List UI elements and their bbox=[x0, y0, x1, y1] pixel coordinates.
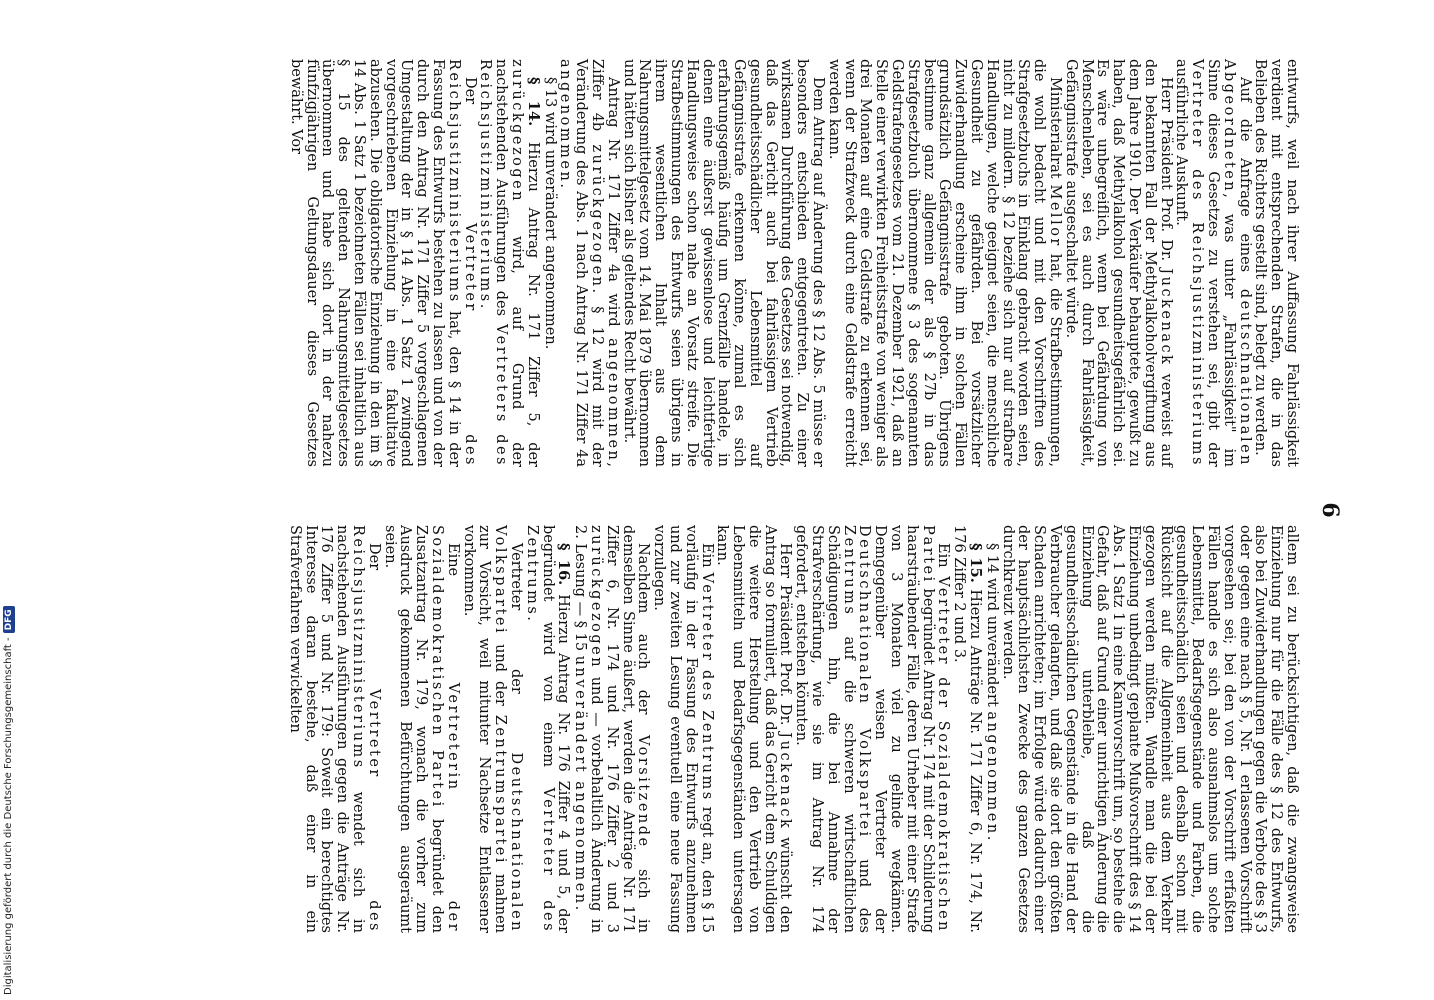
paragraph: entwurfs, weil nach ihrer Auffassung Fahrlässigkeit verdient mit entsprechenden Strafen, die in das Belieben des Richters gestellt sind, belegt zu werden. bbox=[1252, 59, 1300, 467]
paragraph bbox=[650, 525, 713, 933]
text-run: Ein bbox=[935, 543, 952, 568]
paragraph: Antrag Nr. 171 Ziffer 4a wird angenommen, Ziffer 4b zurückgezogen. § 12 wird mit der Veränderung des Abs. 1 nach Antrag Nr. 171 Ziffer 4a angenommen. bbox=[557, 59, 621, 468]
paragraph: § 16. Hierzu Antrag Nr. 176 Ziffer 4 und 5, der begründet wird von einem Vertreter des Zentrums. bbox=[523, 525, 573, 934]
section-number: § 14. bbox=[524, 77, 542, 127]
spaced-text: Vertreterin der Sozialdemokratischen Partei bbox=[428, 525, 461, 934]
spaced-text: Vertreter des Zentrums bbox=[698, 572, 715, 802]
text-run: regt an, den § 15 vorläufig in der Fassung des Entwurfs anzunehmen und zur zweiten Lesung eventuell eine neue Fassung vorzulegen. bbox=[651, 525, 715, 934]
rotated-page-content bbox=[43, 0, 1343, 1000]
text-run: Der bbox=[365, 543, 382, 571]
text-run: Hierzu Anträge Nr. 171 Ziffer 6, Nr. 174, Nr. 176 Ziffer 2 und 3. bbox=[951, 525, 984, 934]
text-run: wendet sich in nachstehenden Ausführungen gegen die Anträge Nr. 176 Ziffer 5 und Nr. 179: Soweit ein berechtigtes Interesse daran bestehe, daß einer in ein Strafverfahren verwickelten bbox=[286, 525, 366, 933]
text-run: Nachdem auch der bbox=[635, 543, 652, 715]
text-run: Ein bbox=[698, 543, 715, 568]
spaced-text: angenommen bbox=[557, 59, 574, 184]
text-run: Hierzu Antrag Nr. 171 Ziffer 5, der bbox=[524, 142, 541, 468]
text-run: Antrag Nr. 171 Ziffer 4a wird bbox=[604, 77, 621, 327]
text-run: auf die schweren wirtschaftlichen Schädigungen hin, die bei Annahme der Strafverschärfung, wie sie im Antrag Nr. 174 gefordert, entstehen könnten. bbox=[793, 525, 857, 934]
text-run: hat, die Strafbestimmungen, die wohl bedacht und mit den Vorschriften des Strafgesetzbuchs in Einklang gebracht worden seien, nicht zu mildern. § 12 beziehe sich nur auf strafbare Handlungen, welche geeignet seien, die menschliche Gesundheit zu gefährden. Bei vorsätzlicher Zuwiderhandlung erscheine ihm in solchen Fällen grundsätzlich Gefängnisstrafe geboten. Übrigens bestimme ganz allgemein der als § 27b in das Strafgesetzbuch übernommene § 3 des sogenannten Geldstrafengesetzes vom 21. Dezember 1921, daß an Stelle einer verwirkten Freiheitsstrafe von weniger als drei Monaten auf eine Geldstrafe zu erkennen sei, wenn der Strafzweck durch eine Geldstrafe erreicht werden kann. bbox=[825, 59, 1064, 468]
spaced-text: Deutschnationalen Volkspartei bbox=[492, 525, 524, 933]
paragraph bbox=[460, 525, 523, 933]
spaced-text: Vertreter des Zentrums bbox=[523, 525, 556, 934]
text-run: Vertreter der bbox=[507, 543, 524, 694]
paragraph: § 14 wird unverändert angenommen. bbox=[983, 543, 1000, 841]
text-run: Herr Präsident Prof. Dr. bbox=[1157, 77, 1174, 261]
text-run: verweist auf den bekannten Fall der Methylalkoholvergiftung aus dem Jahre 1910. Der Verkäufer behauptete, gewußt zu haben, daß Methylalkohol gesundheitsgefährlich sei. Es wäre unbegreiflich, wenn bei Gefährdung von Menschenleben, sei es auch durch Fahrlässigkeit, Gefängnisstrafe ausgeschaltet würde. bbox=[1062, 59, 1174, 468]
text-run: mahnen zur Vorsicht, weil mitunter Nachsetze Entlassener vorkommen. bbox=[460, 525, 509, 934]
text-run: Hierzu Antrag Nr. 176 Ziffer 4 und 5, der begründet wird von einem bbox=[539, 525, 572, 933]
paragraph: Nachdem auch der Vorsitzende sich in demselben Sinne äußert, werden die Anträge Nr. 171 Ziffer 6, Nr. 174 und Nr. 176 Ziffer 2 und 3 zurückgezogen und — vorbehaltlich Änderung in 2. Lesung — § 15 unverändert angenommen. bbox=[572, 525, 652, 933]
spaced-text: Vertreter des Reichsjustizministeriums bbox=[1189, 59, 1206, 467]
text-run: , Ziffer 4b bbox=[588, 59, 621, 468]
text-run: ausführliche Auskunft. bbox=[1173, 59, 1190, 226]
text-run: begründet den Zusatzantrag Nr. 179, wonach die vorher zum Ausdruck gekommenen Befürchtungen ausgeräumt seien. bbox=[381, 525, 445, 933]
spaced-text: Vorsitzende bbox=[635, 734, 652, 849]
paragraph: allem sei zu berücksichtigen, daß die zwangsweise Einziehung nur für die Fälle des § 12 des Entwurfs, also bei Zuwiderhandlungen gegen die Verbote des § 3 oder gegen eine nach § 5, Nr. 1 erlassenen Vorschrift vorgesehen sei; bei den von der Vorschrift erfaßten Fällen handle es sich also ausnahmslos um solche Lebensmittel, Bedarfsgegenstände und Farben, die gesundheitsschädlich seien und deshalb schon mit Rücksicht auf die Allgemeinheit aus dem Verkehr gezogen werden müßten. Wandle man die bei der Einziehung unbedingt geplante Mußvorschrift des § 14 Abs. 1 Satz 1 in eine Kannvorschrift um, so bestehe die Gefahr, daß auf Grund einer unrichtigen Änderung die Einziehung unterbleibe, daß die gesundheitsschädlichen Gegenstände in die Hand der Verbraucher gelangten, und daß sie dort den größten Schaden anrichteten; im Erfolge würde dadurch einer der hauptsächlichsten Zwecke des ganzen Gesetzes durchkreuzt werden. bbox=[999, 525, 1300, 933]
spaced-text: Mellor bbox=[1047, 184, 1064, 248]
text-run: und der bbox=[492, 644, 509, 706]
text-run: begründet Antrag Nr. 174 mit der Schilderung haarsträubender Fälle, deren Urheber mit einer Strafe von 3 Monaten viel zu gelinde wegkämen. Demgegenüber weisen Vertreter der bbox=[872, 525, 936, 933]
dfg-logo: DFG bbox=[3, 606, 15, 633]
text-run: wird, auf Grund der nachstehenden Ausführungen des bbox=[493, 59, 525, 467]
spaced-text: zurückgezogen bbox=[508, 59, 525, 204]
text-run: sich in demselben Sinne äußert, werden die Anträge Nr. 171 Ziffer 6, Nr. 174 und Nr. 176 Ziffer 2 und 3 bbox=[603, 525, 652, 933]
text-column-right bbox=[286, 525, 1299, 933]
spaced-text: Zentrums bbox=[840, 525, 857, 617]
text-run: Herr Präsident Prof. Dr. bbox=[777, 543, 794, 726]
footer-credit bbox=[3, 5, 15, 995]
paragraph: § 14. Hierzu Antrag Nr. 171 Ziffer 5, der zurückgezogen wird, auf Grund der nachstehenden Ausführungen des Vertreters des Reichsjustizministeriums. bbox=[477, 59, 542, 468]
text-run: und des bbox=[856, 859, 873, 933]
spaced-text: deutschnationalen Abgeordneten bbox=[1220, 59, 1253, 468]
text-run: , was unter „Fahrlässigkeit" im Sinne dieses Gesetzes zu verstehen sei, gibt der bbox=[1205, 59, 1237, 467]
spaced-text: Juckenack bbox=[777, 732, 794, 831]
spaced-text: zurückgezogen bbox=[588, 144, 605, 289]
paragraph bbox=[793, 525, 951, 933]
paragraph bbox=[381, 525, 460, 933]
spaced-text: Vertreter des Reichsjustizministeriums bbox=[349, 525, 382, 933]
paragraph: Dem Antrag auf Änderung des § 12 Abs. 5 müsse er besonders entschieden entgegentreten. Zu einer wirksamen Durchführung des Gesetzes sei notwendig, daß das Gericht auch bei fahrlässigem Vertrieb gesundheitsschädlicher Lebensmittel auf Gefängnisstrafe erkennen könne, zumal es sich erfahrungsgemäß häufig um Grenzfälle handele, in denen eine äußerst gewissenlose und leichtfertige Handlungsweise schon nahe an Vorsatz streife. Die Strafbestimmungen des Entwurfs seien übrigens in ihrem wesentlichen Inhalt aus dem Nahrungsmittelgesetz vom 14. Mai 1879 übernommen und hätten sich bisher als geltendes Recht bewährt. bbox=[620, 59, 827, 467]
paragraph bbox=[950, 525, 983, 933]
paragraph: § 13 wird unverändert angenommen. bbox=[541, 77, 558, 350]
spaced-text: angenommen bbox=[604, 338, 621, 463]
paragraph bbox=[286, 525, 381, 933]
paragraph bbox=[287, 59, 477, 467]
paragraph bbox=[1062, 59, 1173, 467]
text-run: § 14 wird unverändert bbox=[983, 543, 1000, 707]
text-column-left bbox=[287, 59, 1299, 467]
text-run: Der bbox=[461, 77, 478, 105]
text-run: und — vorbehaltlich Änderung in 2. Lesung — § 15 bbox=[572, 525, 604, 933]
text-run: wünscht den Antrag so formuliert, daß das Gericht dem Schuldigen die weitere Herstellung und den Vertrieb von Lebensmitteln und Bedarfsgegenständen untersagen kann. bbox=[714, 525, 794, 933]
text-run: Auf die Anfrage eines bbox=[1236, 77, 1253, 273]
text-run: . § 12 wird mit der Veränderung des Abs. 1 nach Antrag Nr. 171 Ziffer 4a bbox=[573, 59, 605, 467]
footer-text: Digitalisierung gefördert durch die Deutsche Forschungsgemeinschaft - bbox=[3, 637, 14, 995]
spaced-text: Juckenack bbox=[1157, 268, 1174, 367]
paragraph bbox=[1173, 59, 1252, 467]
spaced-text: Zentrumspartei bbox=[492, 714, 509, 866]
page-number: 6 bbox=[1317, 502, 1343, 518]
paragraph bbox=[825, 59, 1062, 467]
section-number: § 16. bbox=[555, 543, 573, 586]
paragraph bbox=[714, 525, 793, 933]
text-run: Ministerialrat bbox=[1047, 77, 1064, 179]
text-run: Eine bbox=[444, 543, 461, 577]
spaced-text: zurückgezogen bbox=[587, 525, 604, 670]
spaced-text: angenommen bbox=[983, 711, 1000, 836]
spaced-text: Vertreter der Sozialdemokratischen Partei bbox=[919, 525, 952, 933]
spaced-text: Vertreters des Reichsjustizministeriums bbox=[477, 59, 510, 467]
text-run: hat, den § 14 in der Fassung des Entwurfs bestehen zu lassen und von der durch den Antrag Nr. 171 Ziffer 5 vorgeschlagenen Umgestaltung der in § 14 Abs. 1 Satz 1 zwingend vorgeschriebenen Einziehung in eine fakultative abzusehen. Die obligatorische Einziehung in den im § 14 Abs. 1 Satz 1 bezeichneten Fällen sei inhaltlich aus § 15 des geltenden Nahrungsmittelgesetzes übernommen und habe sich dort in der nahezu fünfzigjährigen Geltungsdauer dieses Gesetzes bewährt. Vor bbox=[287, 59, 462, 468]
spaced-text: unverändert angenommen bbox=[572, 655, 589, 906]
spaced-text: Deutschnationalen Volkspartei bbox=[856, 525, 873, 839]
section-number: § 15. bbox=[967, 543, 985, 583]
spaced-text: Vertreter des Reichsjustizministeriums bbox=[445, 59, 478, 467]
